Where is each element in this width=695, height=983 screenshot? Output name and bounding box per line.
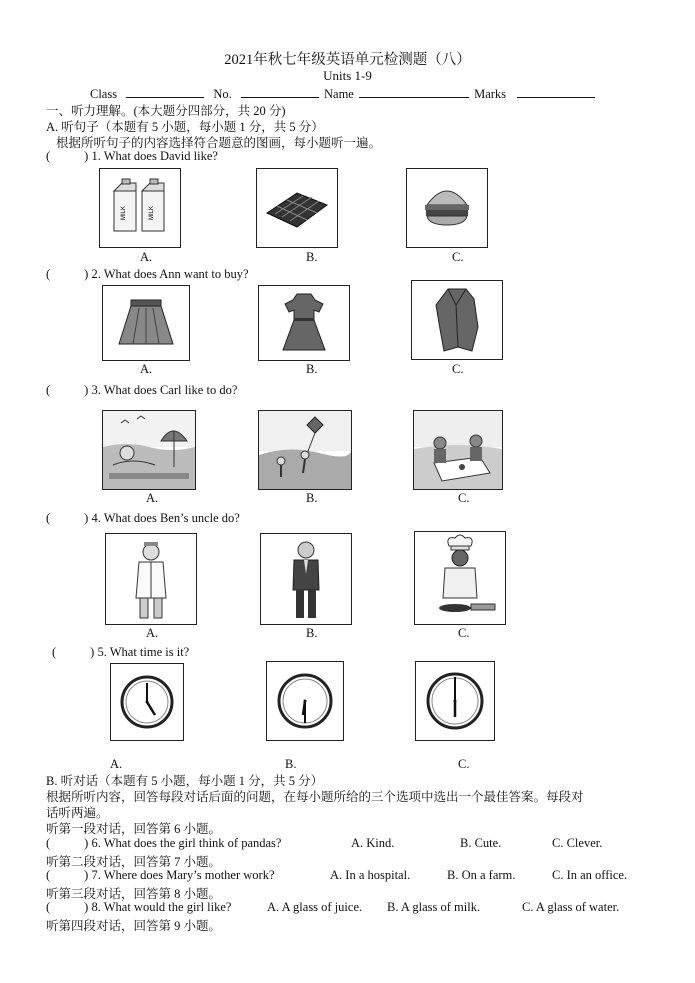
q8-option-c[interactable]: C. A glass of water. [522,900,620,914]
dialogue-4-heading: 听第四段对话，回答第 9 小题。 [46,919,222,933]
hamburger-icon [407,169,487,247]
no-label: No. [213,87,232,101]
marks-blank[interactable] [517,86,595,98]
question-2: ( ) 2. What does Ann want to buy? [46,267,249,281]
kite-flying-icon [259,411,351,489]
partB-heading: B. 听对话（本题有 5 小题，每小题 1 分，共 5 分） [46,774,324,788]
q3-option-b-image[interactable] [258,410,352,490]
q7-option-b[interactable]: B. On a farm. [447,868,516,882]
q5-option-c-image[interactable] [415,661,495,741]
milk-label-2: MILK [149,205,155,221]
class-blank[interactable] [126,86,204,98]
q2-option-c-label: C. [452,362,464,376]
q1-option-b-image[interactable] [256,168,338,248]
doctor-icon [106,534,196,624]
chef-icon [415,532,505,624]
q3-option-a-label: A. [146,491,159,505]
q6-option-c[interactable]: C. Clever. [552,836,603,850]
coat-icon [412,281,502,359]
section1-heading: 一、听力理解。(本大题分四部分，共 20 分) [46,104,286,118]
question-1: ( ) 1. What does David like? [46,149,218,163]
q3-option-c-label: C. [458,491,470,505]
dialogue-1-heading: 听第一段对话，回答第 6 小题。 [46,822,222,836]
milk-label-1: MILK [121,205,127,221]
picnic-icon [414,411,502,489]
clock-icon [111,664,183,740]
dialogue-2-heading: 听第二段对话，回答第 7 小题。 [46,855,222,869]
q4-option-b-image[interactable] [260,533,352,625]
q5-option-a-image[interactable] [110,663,184,741]
class-label: Class [90,87,118,101]
q4-option-b-label: B. [306,626,318,640]
question-7: ( ) 7. Where does Mary’s mother work? [46,868,275,882]
q4-option-a-image[interactable] [105,533,197,625]
clock-icon [416,662,494,740]
q2-option-c-image[interactable] [411,280,503,360]
q2-option-a-label: A. [140,362,153,376]
q3-option-c-image[interactable] [413,410,503,490]
name-blank[interactable] [359,86,469,98]
q5-option-b-image[interactable] [266,661,344,741]
q4-option-c-label: C. [458,626,470,640]
q5-option-b-label: B. [285,757,297,771]
q6-option-b[interactable]: B. Cute. [460,836,502,850]
marks-label: Marks [474,87,507,101]
clock-icon [267,662,343,740]
q3-option-b-label: B. [306,491,318,505]
q4-option-c-image[interactable] [414,531,506,625]
page-title: 2021年秋七年级英语单元检测题（八） [224,52,471,68]
q4-option-a-label: A. [146,626,159,640]
q7-option-a[interactable]: A. In a hospital. [330,868,411,882]
milk-cartons-icon [100,169,180,247]
partB-instruction-2: 话听两遍。 [46,806,109,820]
q8-option-b[interactable]: B. A glass of milk. [387,900,481,914]
businessman-icon [261,534,351,624]
q1-option-a-label: A. [140,250,153,264]
q8-option-a[interactable]: A. A glass of juice. [267,900,363,914]
q5-option-a-label: A. [110,757,123,771]
q1-option-a-image[interactable] [99,168,181,248]
skirt-icon [103,286,189,360]
q3-option-a-image[interactable] [102,410,196,490]
units-subtitle: Units 1-9 [323,68,372,83]
info-row [90,86,595,102]
beach-swimming-icon [103,411,195,489]
q1-option-c-image[interactable] [406,168,488,248]
q2-option-b-label: B. [306,362,318,376]
name-label: Name [324,87,354,101]
q6-option-a[interactable]: A. Kind. [351,836,395,850]
chocolate-bar-icon [257,169,337,247]
q7-option-c[interactable]: C. In an office. [552,868,628,882]
partA-heading: A. 听句子（本题有 5 小题，每小题 1 分，共 5 分） [46,120,324,134]
partB-instruction-1: 根据所听内容，回答每段对话后面的问题，在每小题所给的三个选项中选出一个最佳答案。每段对 [46,790,584,804]
question-6: ( ) 6. What does the girl think of pandas? [46,836,282,850]
question-4: ( ) 4. What does Ben’s uncle do? [46,511,240,525]
question-3: ( ) 3. What does Carl like to do? [46,383,238,397]
q1-option-c-label: C. [452,250,464,264]
question-5: ( ) 5. What time is it? [52,645,190,659]
partA-instruction: 根据所听句子的内容选择符合题意的图画，每小题听一遍。 [56,136,382,150]
q2-option-a-image[interactable] [102,285,190,361]
dress-icon [259,286,349,360]
question-8: ( ) 8. What would the girl like? [46,900,232,914]
dialogue-3-heading: 听第三段对话，回答第 8 小题。 [46,887,222,901]
no-blank[interactable] [241,86,319,98]
q5-option-c-label: C. [458,757,470,771]
q1-option-b-label: B. [306,250,318,264]
q2-option-b-image[interactable] [258,285,350,361]
